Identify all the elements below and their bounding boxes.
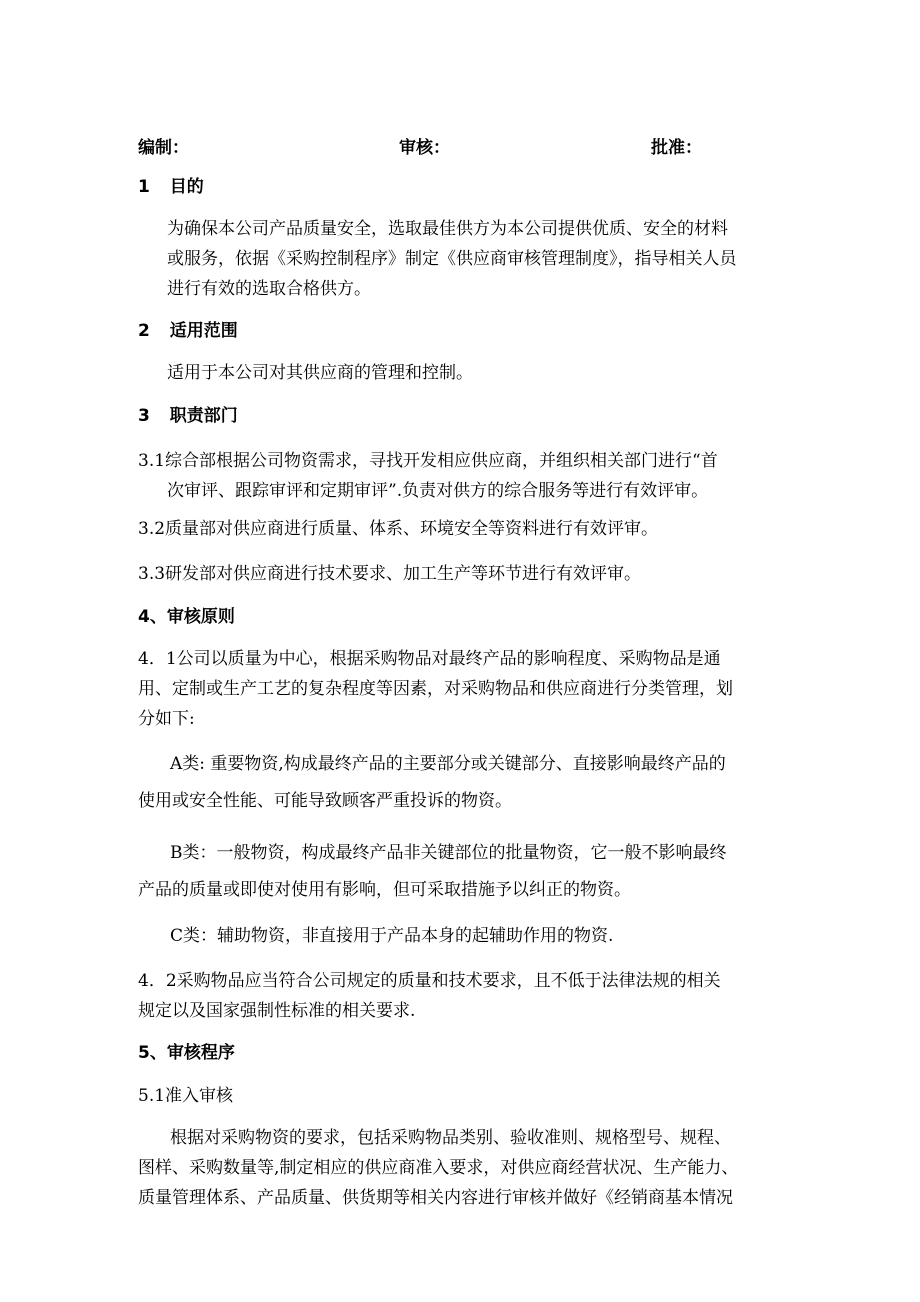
paragraph-line: 3.1综合部根据公司物资需求，寻找开发相应供应商，并组织相关部门进行“首 [138, 451, 718, 471]
section-1-heading [138, 176, 204, 198]
class-a-line: A类: 重要物资,构成最终产品的主要部分或关键部分、直接影响最终产品的 [170, 754, 726, 774]
subsection-title: 5.1准入审核 [138, 1086, 234, 1106]
paragraph-line: 进行有效的选取合格供方。 [167, 279, 371, 299]
paragraph-line: 3.2质量部对供应商进行质量、体系、环境安全等资料进行有效评审。 [138, 519, 659, 539]
paragraph-line: 规定以及国家强制性标准的相关要求. [138, 1001, 416, 1021]
reviewed-by-label: 审核： [399, 138, 450, 158]
section-3-heading [138, 405, 238, 427]
paragraph-line: 次审评、跟踪审评和定期审评”.负责对供方的综合服务等进行有效评审。 [167, 481, 709, 501]
section-number: 3 [138, 406, 150, 426]
prepared-by-label: 编制： [138, 138, 189, 158]
paragraph-line: 适用于本公司对其供应商的管理和控制。 [167, 363, 473, 383]
approved-by-label: 批准： [651, 138, 702, 158]
paragraph-line: 分如下: [138, 709, 195, 729]
class-b-line: B类：一般物资，构成最终产品非关键部位的批量物资，它一般不影响最终 [170, 843, 727, 863]
paragraph-line: 用、定制或生产工艺的复杂程度等因素，对采购物品和供应商进行分类管理，划 [138, 679, 733, 699]
class-a-line: 使用或安全性能、可能导致顾客严重投诉的物资。 [138, 791, 512, 811]
paragraph-line: 根据对采购物资的要求，包括采购物品类别、验收准则、规格型号、规程、 [170, 1128, 731, 1148]
section-5-heading: 5、审核程序 [138, 1043, 235, 1063]
paragraph-line: 4．1公司以质量为中心，根据采购物品对最终产品的影响程度、采购物品是通 [138, 649, 721, 669]
section-2-heading [138, 320, 238, 342]
section-title: 适用范围 [169, 321, 238, 341]
paragraph-line: 或服务，依据《采购控制程序》制定《供应商审核管理制度》，指导相关人员 [167, 249, 737, 269]
class-c-line: C类：辅助物资，非直接用于产品本身的起辅助作用的物资. [170, 926, 614, 946]
paragraph-line: 3.3研发部对供应商进行技术要求、加工生产等环节进行有效评审。 [138, 564, 642, 584]
section-title: 职责部门 [169, 406, 238, 426]
section-number: 2 [138, 321, 150, 341]
section-4-heading: 4、审核原则 [138, 607, 235, 627]
class-b-line: 产品的质量或即使对使用有影响，但可采取措施予以纠正的物资。 [138, 880, 631, 900]
paragraph-line: 4．2采购物品应当符合公司规定的质量和技术要求，且不低于法律法规的相关 [138, 971, 721, 991]
section-title: 目的 [169, 177, 204, 197]
paragraph-line: 质量管理体系、产品质量、供货期等相关内容进行审核并做好《经销商基本情况 [138, 1188, 733, 1208]
section-number: 1 [138, 177, 150, 197]
paragraph-line: 图样、采购数量等,制定相应的供应商准入要求，对供应商经营状况、生产能力、 [138, 1158, 739, 1178]
paragraph-line: 为确保本公司产品质量安全，选取最佳供方为本公司提供优质、安全的材料 [167, 219, 728, 239]
